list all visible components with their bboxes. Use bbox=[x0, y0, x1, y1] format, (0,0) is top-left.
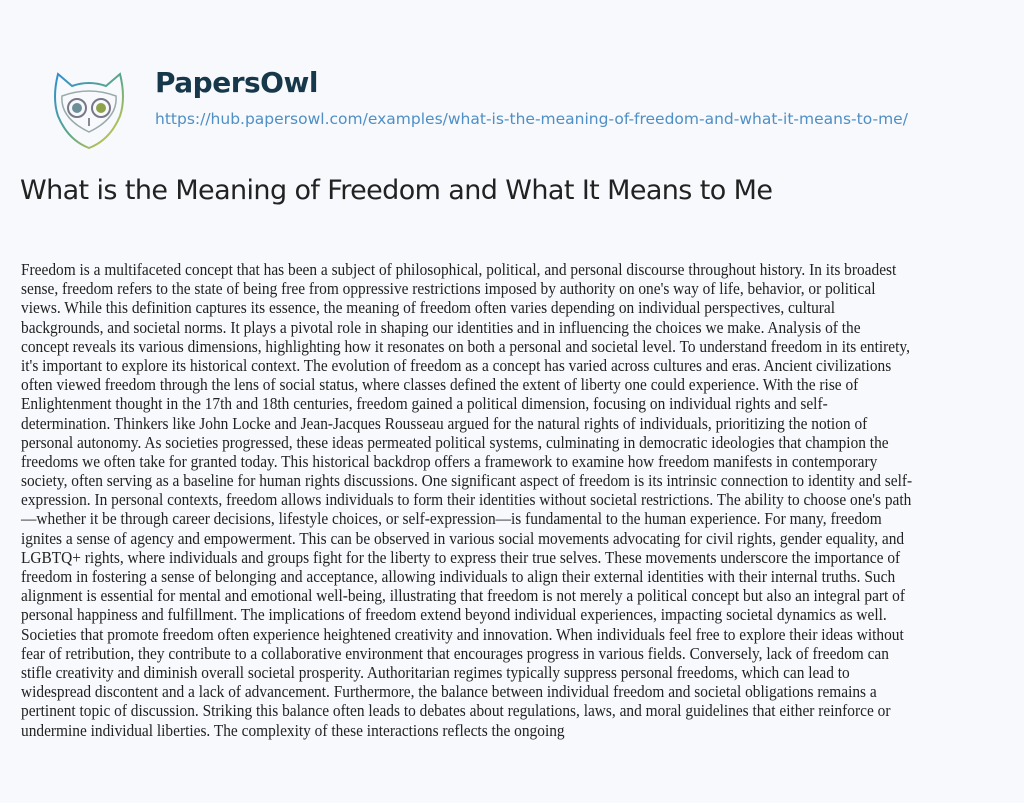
body-text-line: alignment is essential for mental and emotional well-being, illustrating that freedom is not merely a political concept but also an integral part of bbox=[21, 586, 905, 606]
page-title: What is the Meaning of Freedom and What It Means to Me bbox=[20, 175, 773, 206]
body-text-line: sense, freedom refers to the state of being free from oppressive restrictions imposed by authority on one's way of life, behavior, or political bbox=[21, 279, 876, 299]
body-text-line: LGBTQ+ rights, where individuals and groups fight for the liberty to express their true selves. These movements underscore the importance of bbox=[21, 547, 901, 567]
body-text-line: —whether it be through career decisions, lifestyle choices, or self-expression—is fundamental to the human experience. For many, freedom bbox=[21, 509, 882, 529]
body-text-line: expression. In personal contexts, freedom allows individuals to form their identities without societal restrictions. The ability to choose one's path bbox=[21, 490, 912, 510]
body-text-line: widespread discontent and a lack of advancement. Furthermore, the balance between individual freedom and societal obligations remains a bbox=[21, 682, 877, 702]
body-text-line: fear of retribution, they contribute to a collaborative environment that encourages progress in various fields. Conversely, lack of freedom can bbox=[21, 643, 889, 663]
body-text-line: views. While this definition captures its essence, the meaning of freedom often varies depending on individual perspectives, cultural bbox=[21, 298, 836, 318]
body-text-line: ignites a sense of agency and empowerment. This can be observed in various social movements advocating for civil rights, gender equality, and bbox=[21, 528, 905, 548]
brand-name: PapersOwl bbox=[155, 66, 318, 99]
body-text-line: personal happiness and fulfillment. The implications of freedom extend beyond individual experiences, impacting societal dynamics as well. bbox=[21, 605, 887, 625]
body-text-line: Enlightenment thought in the 17th and 18th centuries, freedom gained a political dimension, focusing on individual rights and self- bbox=[21, 394, 828, 414]
owl-logo-icon bbox=[48, 68, 130, 152]
body-text-line: freedom in fostering a sense of belonging and acceptance, allowing individuals to align their external identities with their internal truths. Such bbox=[21, 567, 896, 586]
body-text-line: pertinent topic of discussion. Striking this balance often leads to debates about regulations, laws, and moral guidelines that either reinforce or bbox=[21, 701, 891, 721]
body-text-line: Societies that promote freedom often experience heightened creativity and innovation. When individuals feel free to explore their ideas without bbox=[21, 624, 904, 644]
article-body bbox=[21, 260, 1021, 740]
body-text-line: Freedom is a multifaceted concept that has been a subject of philosophical, political, and personal discourse throughout history. In its broadest bbox=[21, 260, 897, 279]
body-text-line: often viewed freedom through the lens of social status, where classes defined the extent of liberty one could experience. With the rise of bbox=[21, 375, 859, 395]
body-text-line: personal autonomy. As societies progressed, these ideas permeated political systems, culminating in democratic ideologies that champion the bbox=[21, 432, 889, 452]
body-text-line: backgrounds, and societal norms. It plays a pivotal role in shaping our identities and in influencing the choices we make. Analysis of the bbox=[21, 317, 861, 337]
source-url-link[interactable]: https://hub.papersowl.com/examples/what-is-the-meaning-of-freedom-and-what-it-means-to-me/ bbox=[155, 110, 908, 128]
body-text-line: concept reveals its various dimensions, highlighting how it resonates on both a personal and societal level. To understand freedom in its entirety, bbox=[21, 336, 910, 356]
body-text-line: determination. Thinkers like John Locke and Jean-Jacques Rousseau argued for the natural rights of individuals, prioritizing the notion of bbox=[21, 413, 868, 433]
body-text-line: stifle creativity and diminish overall societal prosperity. Authoritarian regimes typically suppress personal freedoms, which can lead to bbox=[21, 662, 850, 682]
body-text-line: it's important to explore its historical context. The evolution of freedom as a concept has varied across cultures and eras. Ancient civilizations bbox=[21, 355, 892, 375]
body-text-line: freedoms we often take for granted today. This historical backdrop offers a framework to examine how freedom manifests in contemporary bbox=[21, 451, 878, 471]
body-text-line: undermine individual liberties. The complexity of these interactions reflects the ongoing bbox=[21, 720, 565, 740]
body-text-line: society, often serving as a baseline for human rights discussions. One significant aspect of freedom is its intrinsic connection to identity and self- bbox=[21, 471, 913, 491]
